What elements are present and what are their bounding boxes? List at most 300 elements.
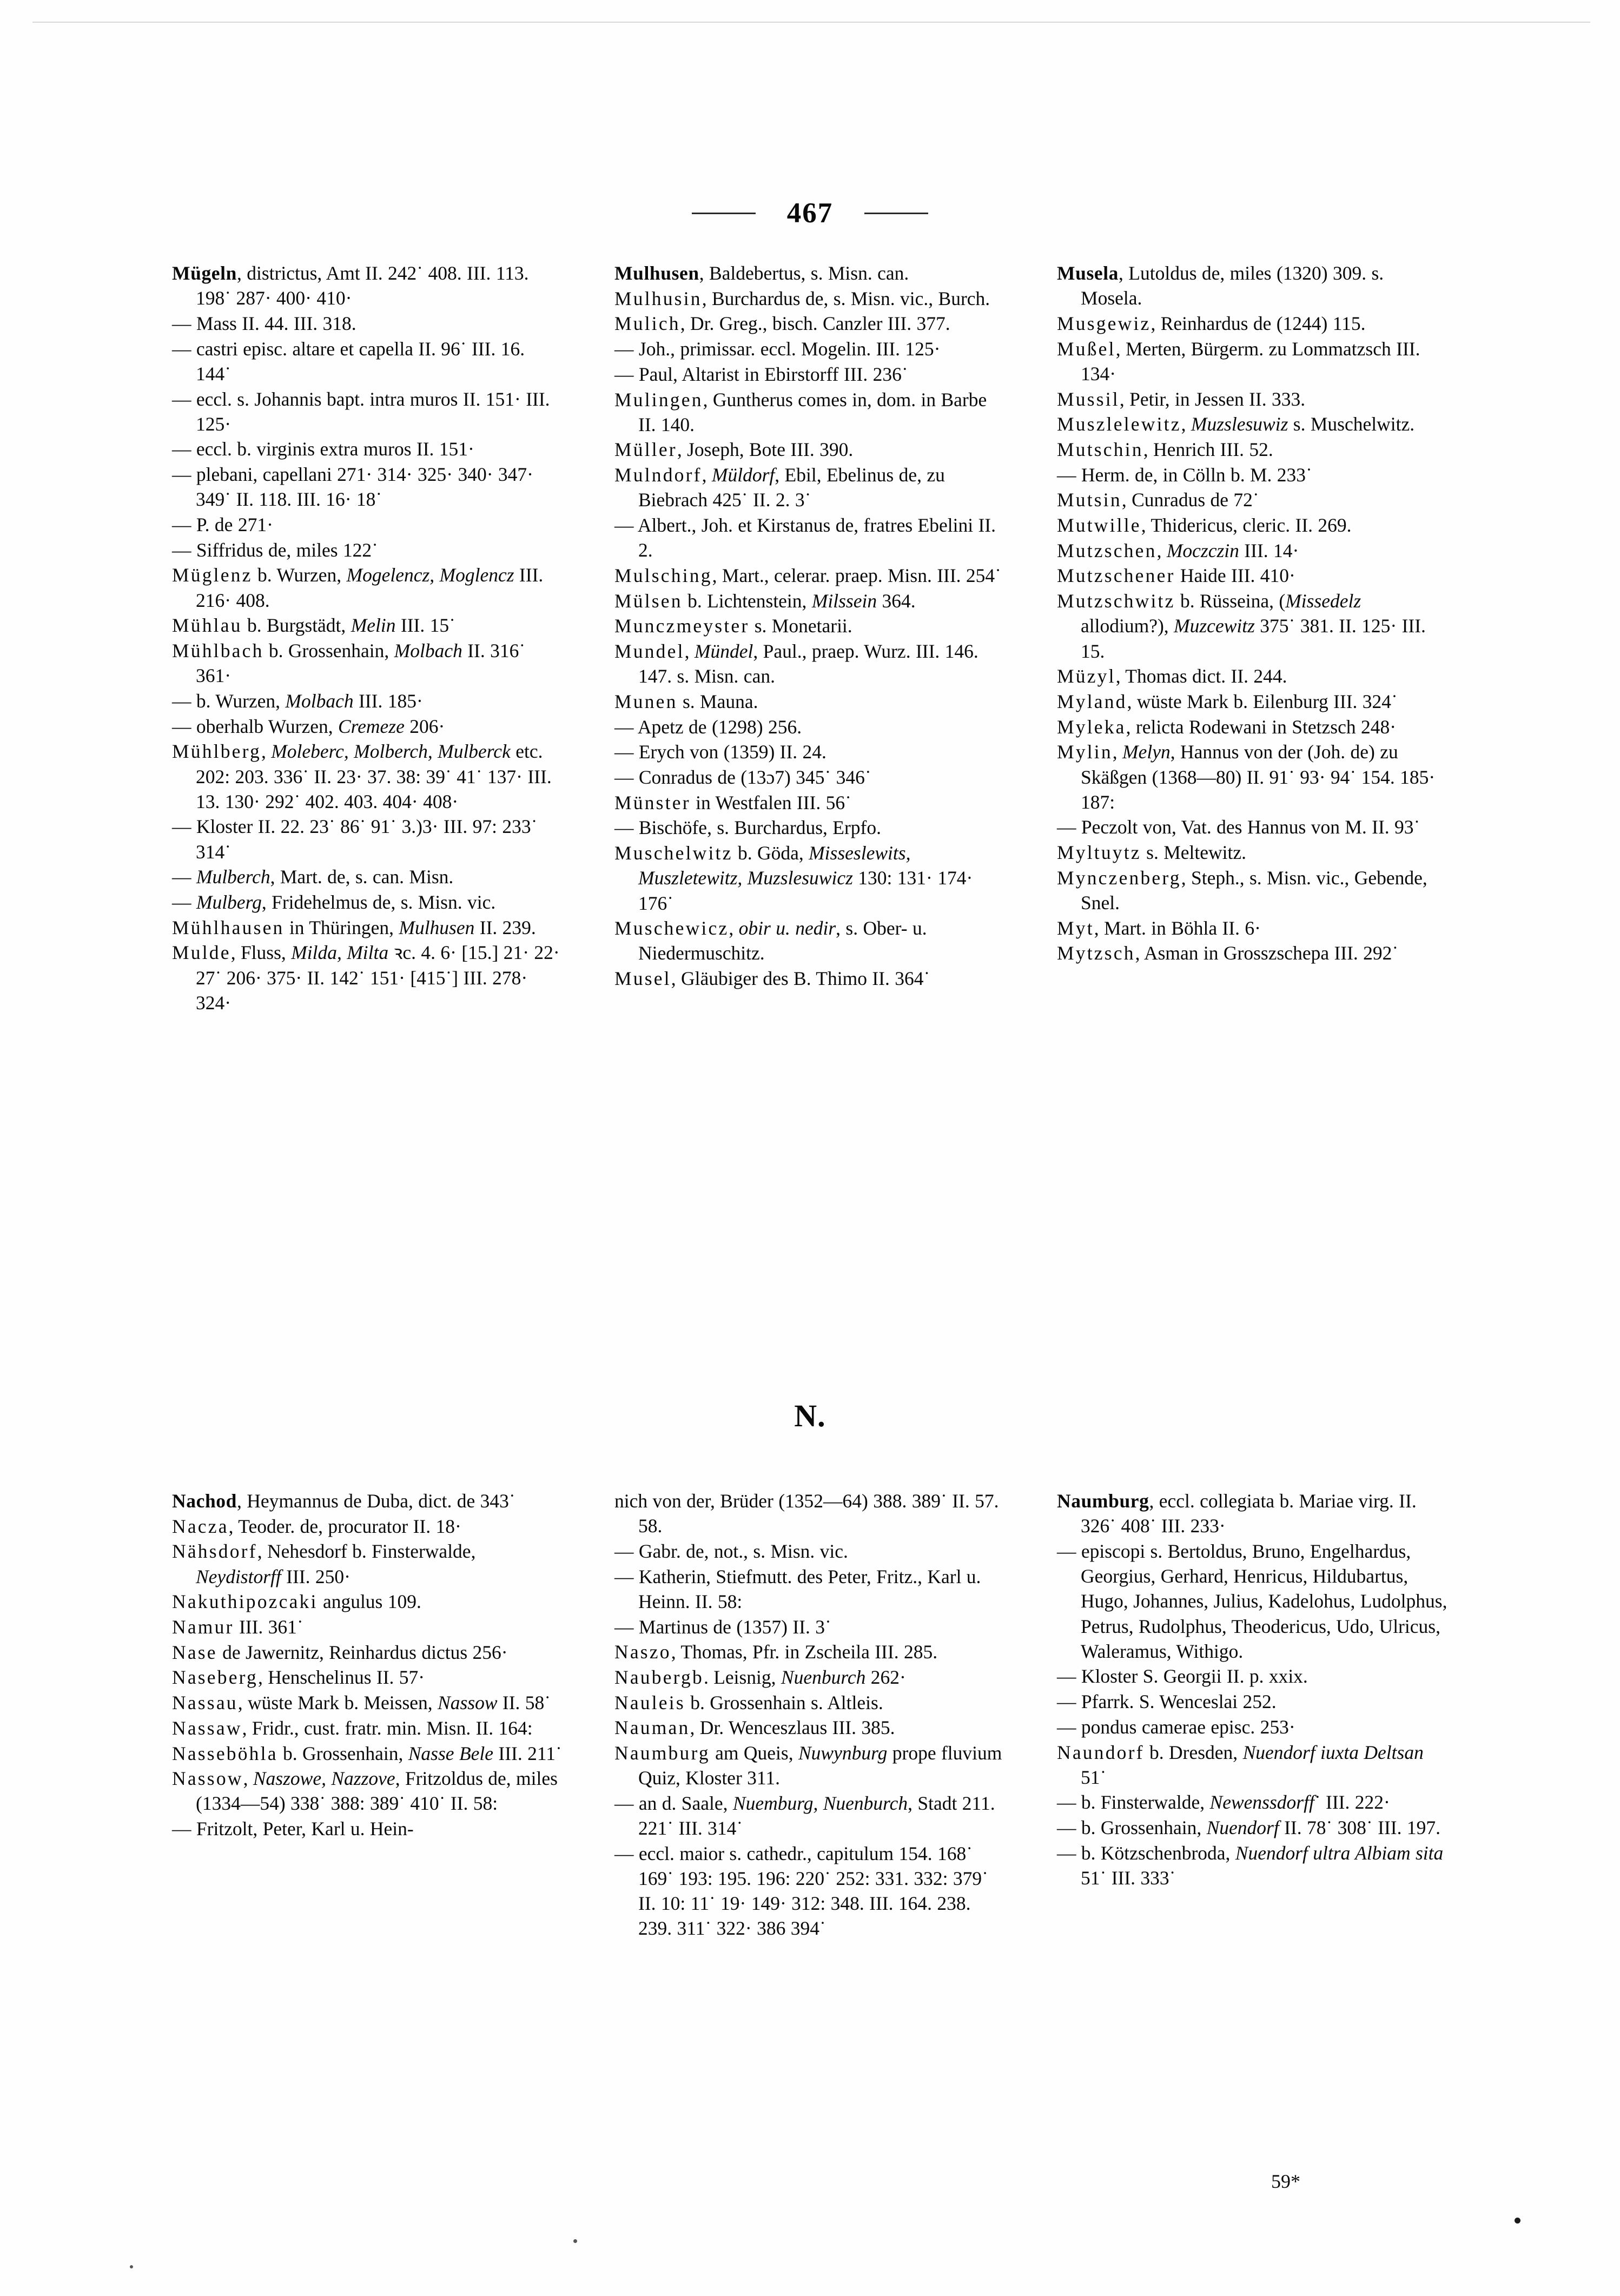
entry-body: s. Mauna. (677, 690, 758, 712)
entry-dash: — (1057, 464, 1081, 486)
entry-headword: Nassow (172, 1768, 243, 1790)
index-entry (614, 1639, 1006, 1664)
index-entry (614, 765, 1006, 790)
entry-dash: — (172, 539, 196, 561)
index-entry (614, 1488, 1006, 1538)
entry-body: de Jawernitz, Reinhardus dictus 256· (217, 1641, 508, 1663)
entry-references: 206· (404, 715, 445, 737)
entry-dash: — (172, 312, 196, 334)
index-entry (172, 1514, 564, 1539)
entry-references: III. 185· (353, 690, 423, 712)
entry-references: 51˙ III. 333˙ (1081, 1867, 1176, 1889)
entry-variant-name: Nassow (438, 1692, 498, 1714)
scan-edge-top (32, 22, 1590, 23)
entry-body: Gabr. de, not., s. Misn. vic. (638, 1540, 848, 1562)
entry-body: b. Grossenhain s. Altleis. (685, 1691, 883, 1713)
entry-dash: — (614, 338, 639, 360)
entry-headword: Nauman (614, 1717, 690, 1739)
index-entry (614, 739, 1006, 764)
entry-body: an d. Saale, (638, 1792, 733, 1814)
entry-references: 364. (877, 590, 916, 612)
entry-body: angulus 109. (318, 1591, 421, 1613)
entry-headword: Nase (172, 1641, 217, 1663)
entry-variant-name: Moczczin (1166, 539, 1239, 561)
entry-headword: Nähsdorf (172, 1540, 257, 1563)
entry-body: , Asman in Grosszschepa III. 292˙ (1135, 942, 1399, 964)
entry-dash: — (614, 1842, 639, 1864)
index-entry (614, 362, 1006, 387)
entry-body: b. Dresden, (1144, 1741, 1243, 1763)
index-entry (172, 1716, 564, 1741)
entry-headword: Naseberg (172, 1666, 259, 1689)
index-column-2 (614, 261, 1006, 1016)
entry-variant-name: Muzslesuwiz (1191, 413, 1288, 435)
index-entry (1057, 840, 1449, 865)
entry-references: 375˙ 381. II. 125· III. 15. (1081, 615, 1426, 662)
entry-body: , (684, 640, 695, 663)
index-entry (614, 462, 1006, 512)
entry-dash: — (172, 514, 196, 536)
entry-body: Fritzolt, Peter, Karl u. Hein- (196, 1818, 414, 1840)
entry-body: , Guntherus comes in, dom. in Barbe II. 140. (638, 388, 987, 435)
entry-variant-name: Nuenburch (781, 1666, 866, 1688)
index-entry (614, 286, 1006, 311)
entry-headword: Nassaw (172, 1717, 242, 1739)
entry-dash: — (1057, 1716, 1081, 1738)
entry-headword: Mühlau (172, 614, 242, 637)
index-entry (614, 1841, 1006, 1941)
entry-headword: Müller (614, 439, 677, 461)
scan-speck (130, 2265, 133, 2268)
entry-variant-name: Naszowe, Nazzove (253, 1768, 395, 1790)
index-entry (614, 714, 1006, 739)
index-entry (614, 1564, 1006, 1614)
index-entry (172, 689, 564, 713)
index-entry (614, 841, 1006, 916)
index-entry (1057, 1841, 1449, 1890)
entry-references: , Paul., praep. Wurz. III. 146. 147. s. Misn. can. (638, 640, 978, 687)
index-entry (172, 311, 564, 336)
entry-references: , Stadt 211. 221˙ III. 314˙ (638, 1792, 995, 1840)
entry-variant-name: Mogelencz, Moglencz (346, 564, 514, 586)
index-entry (172, 1589, 564, 1614)
index-entry (1057, 588, 1449, 664)
index-entry (614, 916, 1006, 965)
entry-dash: — (172, 715, 196, 737)
entry-body: s. Monetarii. (749, 615, 852, 637)
index-entry (172, 864, 564, 889)
entry-body: Apetz de (1298) 256. (637, 716, 802, 738)
page-number: 467 (786, 197, 834, 229)
entry-variant-name: Milssein (811, 590, 877, 612)
entry-body: eccl. s. Johannis bapt. intra muros II. 151· III. 125· (196, 388, 550, 435)
index-column-1 (172, 261, 564, 1016)
entry-headword: Naundorf (1057, 1741, 1145, 1763)
index-entry (172, 915, 564, 940)
entry-headword: Munen (614, 690, 678, 712)
entry-dash: — (614, 741, 639, 763)
entry-body: Erych von (1359) II. 24. (638, 741, 826, 763)
entry-references: s. Muschelwitz. (1288, 413, 1415, 435)
entry-headword: Mutsin (1057, 489, 1122, 511)
index-entry (1057, 538, 1449, 563)
entry-headword: Müglenz (172, 564, 253, 586)
index-entry (614, 336, 1006, 361)
entry-body: castri episc. altare et capella II. 96˙ III. 16. 144˙ (196, 338, 525, 385)
entry-body: , (261, 740, 272, 763)
entry-body: Mass II. 44. III. 318. (196, 312, 356, 334)
entry-headword: Naumburg (1057, 1490, 1149, 1512)
index-entry (1057, 1815, 1449, 1840)
index-entry (614, 1791, 1006, 1841)
index-entry (172, 638, 564, 688)
index-entry (172, 261, 564, 310)
entry-body: , (1156, 539, 1167, 561)
entry-body: , (243, 1768, 253, 1790)
entry-body: in Westfalen III. 56˙ (690, 791, 851, 813)
entry-references: II. 78˙ 308˙ III. 197. (1279, 1817, 1440, 1839)
entry-body: , (729, 917, 739, 939)
entry-body: Martinus de (1357) II. 3˙ (638, 1616, 831, 1638)
entry-variant-name: Nasse Bele (408, 1742, 494, 1764)
entry-headword: Nassau (172, 1692, 238, 1714)
entry-body: , Steph., s. Misn. vic., Gebende, Snel. (1081, 866, 1427, 914)
entry-references: etc. 202: 203. 336˙ II. 23· 37. 38: 39˙ 41˙ 137· III. 13. 130· 292˙ 402. 403. 404· 408· (196, 740, 552, 812)
entry-headword: Mutzschen (1057, 539, 1157, 561)
entry-body: , Thidericus, cleric. II. 269. (1141, 514, 1352, 537)
index-entry (614, 1615, 1006, 1639)
index-entry (172, 890, 564, 915)
entry-variant-name: Mulberch (196, 866, 270, 888)
running-head (0, 199, 1620, 228)
entry-body: , Mart. in Böhla II. 6· (1094, 917, 1261, 939)
entry-body: , Henschelinus II. 57· (258, 1666, 425, 1689)
entry-headword: Mulde (172, 942, 231, 964)
index-entry (172, 563, 564, 612)
entry-body: in Thüringen, (284, 916, 399, 938)
entry-headword: Mülsen (614, 590, 683, 612)
entry-headword: Naszo (614, 1641, 671, 1663)
entry-dash: — (1057, 816, 1081, 838)
entry-body: , Nehesdorf b. Finsterwalde, (257, 1540, 476, 1563)
entry-references: prope fluvium Quiz, Kloster 311. (638, 1742, 1002, 1789)
entry-body: , (1112, 741, 1123, 763)
entry-headword: Muschelwitz (614, 842, 733, 864)
index-entry (1057, 916, 1449, 941)
entry-variant-name: Melyn (1122, 741, 1171, 763)
index-entry (614, 387, 1006, 437)
entry-body: nich von der, Brüder (1352—64) 388. 389˙ II. 57. 58. (614, 1490, 999, 1537)
entry-variant-name: Nuendorf ultra Albiam sita (1235, 1842, 1444, 1864)
entry-dash: — (614, 1565, 639, 1587)
index-entry (1057, 336, 1449, 386)
entry-variant-name: Mulberg (196, 891, 262, 914)
entry-variant-name: Moleberc, Molberch, Mulberck (271, 740, 511, 763)
entry-variant-name: Melin (351, 614, 396, 637)
entry-body: . Leisnig, (703, 1666, 781, 1688)
index-entry (1057, 714, 1449, 739)
entry-headword: Myt (1057, 917, 1094, 939)
entry-body: Peczolt von, Vat. des Hannus von M. II. 93˙ (1081, 816, 1420, 838)
index-entry (1057, 664, 1449, 689)
entry-references: II. 58˙ (497, 1692, 551, 1714)
entry-headword: Mulsching (614, 564, 712, 586)
index-entry (1057, 1664, 1449, 1689)
index-entry (614, 1690, 1006, 1715)
entry-headword: Mühlhausen (172, 916, 285, 938)
entry-dash: — (172, 338, 196, 360)
head-rule-left (692, 213, 756, 214)
entry-headword: Myltuytz (1057, 842, 1141, 864)
entry-headword: Mügeln (172, 262, 237, 284)
entry-references: ꝛc. 4. 6· [15.] 21· 22· 27˙ 206· 375· II. 142˙ 151· [415˙] III. 278· 324· (196, 942, 560, 1014)
entry-references: , Fridehelmus de, s. Misn. vic. (261, 891, 496, 914)
entry-body: , wüste Mark b. Meissen, (237, 1692, 438, 1714)
index-entry (1057, 689, 1449, 714)
entry-body: Bischöfe, s. Burchardus, Erpfo. (638, 817, 881, 839)
entry-headword: Musgewiz (1057, 312, 1151, 334)
entry-headword: Mulich (614, 313, 680, 335)
index-entry (614, 790, 1006, 815)
entry-variant-name: Mündel (694, 640, 753, 663)
entry-body: , Dr. Greg., bisch. Canzler III. 377. (680, 313, 950, 335)
entry-dash: — (614, 1540, 639, 1562)
entry-body: b. Burgstädt, (242, 614, 351, 637)
entry-body: b. Wurzen, (252, 564, 347, 586)
index-entry (1057, 412, 1449, 436)
entry-headword: Mutzschwitz (1057, 590, 1175, 612)
entry-dash: — (614, 514, 638, 537)
entry-headword: Mussil (1057, 388, 1120, 410)
entry-dash: — (614, 817, 639, 839)
index-entry (1057, 1790, 1449, 1815)
entry-headword: Mühlbach (172, 640, 264, 662)
index-entry (172, 462, 564, 512)
entry-body: b. Kötzschenbroda, (1081, 1842, 1235, 1864)
index-entry (614, 311, 1006, 336)
entry-headword: Muszlelewitz (1057, 413, 1181, 435)
index-entry (614, 689, 1006, 714)
index-entry (172, 387, 564, 436)
entry-body: , (1181, 413, 1191, 435)
section-letter-heading: N. (794, 1398, 826, 1433)
entry-references: ˙ III. 222· (1314, 1791, 1390, 1814)
index-entry (1057, 513, 1449, 538)
entry-dash: — (1057, 1691, 1081, 1713)
entry-headword: Mulingen (614, 388, 703, 411)
scan-speck (573, 2239, 577, 2243)
entry-references: , Ebil, Ebelinus de, zu Biebrach 425˙ II. 2. 3˙ (638, 464, 945, 511)
entry-headword: Musela (1057, 262, 1119, 284)
index-entry (614, 1715, 1006, 1740)
entry-body: pondus camerae episc. 253· (1081, 1716, 1295, 1738)
index-entry (172, 436, 564, 461)
entry-variant-name: Nuendorf iuxta Deltsan (1242, 1741, 1424, 1763)
entry-body: am Queis, (710, 1742, 798, 1764)
entry-dash: — (172, 866, 196, 888)
entry-body: , Merten, Bürgerm. zu Lommatzsch III. 134· (1081, 338, 1420, 385)
entry-references: II. 316˙ 361· (196, 640, 526, 687)
entry-body: , Mart., celerar. praep. Misn. III. 254˙ (712, 564, 1001, 586)
entry-headword: Nacza (172, 1515, 229, 1537)
index-entry (1057, 815, 1449, 839)
entry-body: Paul, Altarist in Ebirstorff III. 236˙ (638, 363, 908, 385)
entry-body: Siffridus de, miles 122˙ (196, 539, 378, 561)
index-block-n (172, 1488, 1449, 1941)
entry-headword: Myland (1057, 690, 1127, 712)
entry-references: III. 211˙ (493, 1742, 562, 1764)
entry-body: s. Meltewitz. (1141, 842, 1247, 864)
entry-body: oberhalb Wurzen, (196, 715, 338, 737)
entry-dash: — (172, 1818, 196, 1840)
entry-body: , Dr. Wenceszlaus III. 385. (690, 1717, 895, 1739)
index-column-3 (1057, 1488, 1449, 1941)
entry-dash: — (172, 816, 196, 838)
entry-dash: — (614, 716, 638, 738)
index-entry (172, 1665, 564, 1690)
entry-variant-name: Cremeze (338, 715, 405, 737)
index-entry (1057, 487, 1449, 512)
entry-headword: Mutschin (1057, 438, 1143, 460)
index-entry (172, 538, 564, 563)
entry-headword: Münster (614, 791, 691, 813)
sheet-signature: 59* (1271, 2171, 1300, 2192)
entry-body: , Petir, in Jessen II. 333. (1119, 388, 1306, 410)
index-entry (614, 563, 1006, 588)
index-entry (1057, 1740, 1449, 1790)
entry-references: III. 15˙ (395, 614, 455, 637)
index-entry (172, 1488, 564, 1513)
index-block-m (172, 261, 1449, 1016)
entry-body: plebani, capellani 271· 314· 325· 340· 347· 349˙ II. 118. III. 16· 18˙ (196, 464, 533, 511)
index-entry (172, 1539, 564, 1589)
entry-headword: Mynczenberg (1057, 866, 1181, 889)
entry-headword: Nakuthipozcaki (172, 1591, 318, 1613)
entry-variant-name: Nuwynburg (798, 1742, 888, 1764)
index-entry (172, 1741, 564, 1766)
entry-headword: Munczmeyster (614, 615, 750, 637)
entry-references: 51˙ (1081, 1766, 1107, 1788)
index-entry (172, 814, 564, 864)
index-entry (172, 1615, 564, 1639)
entry-body: , Thomas, Pfr. in Zscheila III. 285. (671, 1641, 938, 1663)
index-entry (1057, 387, 1449, 412)
index-entry (614, 815, 1006, 840)
entry-dash: — (614, 1792, 639, 1814)
index-entry (1057, 462, 1449, 487)
index-entry (1057, 1689, 1449, 1714)
entry-dash: — (1057, 1540, 1081, 1562)
entry-body: , Lutoldus de, miles (1320) 309. s. Mosela. (1081, 262, 1384, 309)
entry-body: Albert., Joh. et Kirstanus de, fratres Ebelini II. 2. (637, 514, 996, 561)
entry-body: , Henrich III. 52. (1143, 438, 1273, 460)
index-entry (172, 1690, 564, 1715)
entry-body: Pfarrk. S. Wenceslai 252. (1081, 1691, 1277, 1713)
entry-body: , (702, 464, 712, 486)
entry-headword: Naumburg (614, 1742, 710, 1764)
entry-body: Kloster II. 22. 23˙ 86˙ 91˙ 3.)3· III. 97: 233˙ 314˙ (196, 816, 538, 863)
entry-body: , Fridr., cust. fratr. min. Misn. II. 164: (242, 1717, 533, 1739)
entry-body: , Burchardus de, s. Misn. vic., Burch. (702, 287, 990, 309)
entry-headword: Nasseböhla (172, 1742, 278, 1764)
index-entry (1057, 941, 1449, 965)
entry-variant-name: Nuendorf (1206, 1817, 1279, 1839)
index-entry (614, 513, 1006, 563)
entry-headword: Mundel (614, 640, 685, 663)
entry-body: Kloster S. Georgii II. p. xxix. (1081, 1665, 1308, 1688)
entry-dash: — (1057, 1817, 1081, 1839)
entry-body: Joh., primissar. eccl. Mogelin. III. 125· (638, 338, 941, 360)
index-column-3 (1057, 261, 1449, 1016)
index-column-1 (172, 1488, 564, 1941)
entry-dash: — (1057, 1842, 1081, 1864)
index-entry (614, 639, 1006, 689)
entry-variant-name: Molbach (285, 690, 354, 712)
entry-references: , Mart. de, s. can. Misn. (270, 866, 454, 888)
entry-variant-name: Muzcewitz (1174, 615, 1255, 637)
index-entry (614, 1665, 1006, 1690)
index-column-2 (614, 1488, 1006, 1941)
entry-references: , Hannus von der (Joh. de) zu Skäßgen (1368—80) II. 91˙ 93· 94˙ 154. 185· 187: (1081, 741, 1436, 813)
index-entry (1057, 1539, 1449, 1664)
entry-headword: Musel (614, 968, 671, 990)
entry-references: 130: 131· 174· 176˙ (638, 867, 973, 914)
entry-body: Herm. de, in Cölln b. M. 233˙ (1081, 464, 1312, 486)
entry-headword: Nauleis (614, 1691, 685, 1713)
index-entry (172, 940, 564, 1015)
entry-headword: Nachod (172, 1490, 237, 1512)
entry-headword: Mulhusen (614, 262, 699, 284)
entry-body: Conradus de (13ɔ7) 345˙ 346˙ (638, 766, 871, 789)
entry-variant-name: Missedelz (1285, 590, 1361, 612)
entry-dash: — (614, 363, 639, 385)
entry-dash: — (614, 1616, 639, 1638)
entry-body: , relicta Rodewani in Stetzsch 248· (1126, 716, 1397, 738)
entry-headword: Naubergb (614, 1666, 704, 1688)
entry-variant-name: Molbach (394, 640, 462, 662)
entry-body: , Baldebertus, s. Misn. can. (699, 262, 909, 284)
entry-variant-name: Misseslewits, Muszletewitz, Muzslesuwicz (638, 842, 911, 889)
index-entry (172, 1816, 564, 1841)
entry-headword: Mulndorf (614, 464, 702, 486)
index-entry (614, 613, 1006, 638)
index-entry (172, 1640, 564, 1665)
entry-body: b. Grossenhain, (1081, 1817, 1207, 1839)
entry-dash: — (172, 388, 196, 410)
index-entry (614, 966, 1006, 991)
index-entry (614, 1539, 1006, 1564)
entry-headword: Mytzsch (1057, 942, 1135, 964)
index-entry (172, 512, 564, 537)
entry-headword: Mühlberg (172, 740, 261, 763)
entry-headword: Mutwille (1057, 514, 1141, 537)
entry-body: b. Rüsseina, ( (1175, 590, 1286, 612)
entry-headword: Mutzschener (1057, 565, 1175, 587)
entry-body: , Thomas dict. II. 244. (1115, 665, 1287, 687)
entry-variant-name: Müldorf (711, 464, 775, 486)
entry-body: Haide III. 410· (1175, 565, 1295, 587)
entry-variant-name: Nuemburg, Nuenburch (732, 1792, 908, 1814)
entry-dash: — (614, 766, 639, 789)
entry-references: II. 239. (474, 916, 536, 938)
entry-dash: — (172, 891, 196, 914)
index-entry (172, 714, 564, 739)
entry-body: , Joseph, Bote III. 390. (677, 439, 854, 461)
entry-headword: Muschewicz (614, 917, 729, 939)
index-entry (1057, 865, 1449, 915)
entry-references: 262· (865, 1666, 906, 1688)
entry-body: b. Grossenhain, (277, 1742, 408, 1764)
